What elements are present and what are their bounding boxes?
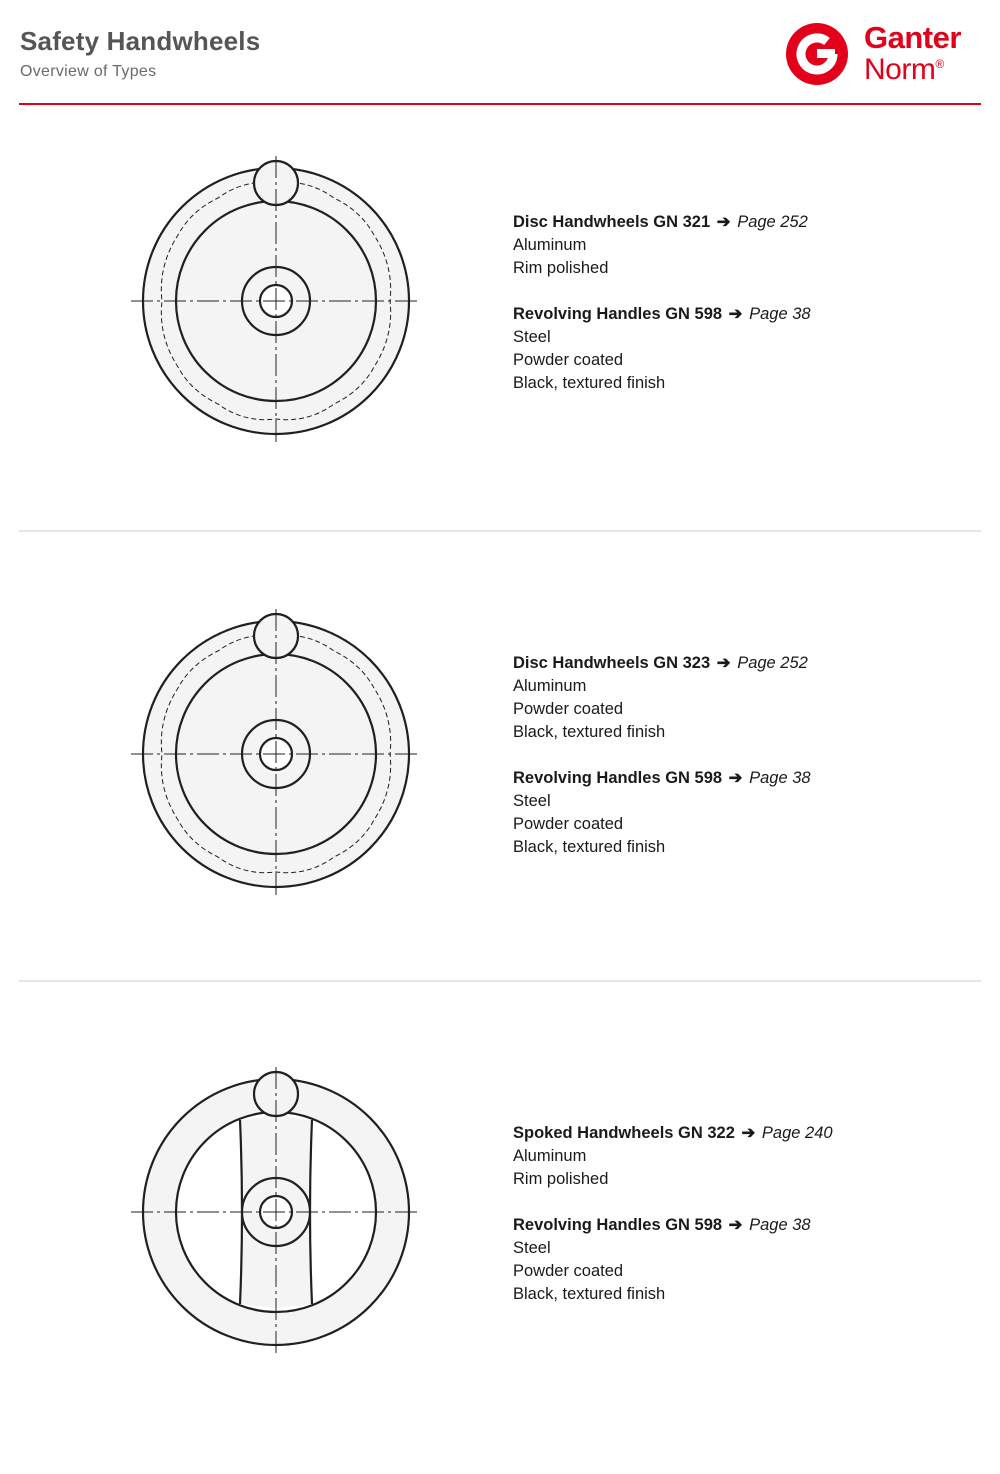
handwheel-drawing-svg: [130, 608, 422, 900]
disc-handwheel-gn-321-drawing: [130, 155, 422, 447]
product-detail: Steel: [513, 1239, 551, 1257]
arrow-right-icon: ➔: [716, 654, 731, 672]
page-header: [0, 0, 1000, 110]
handwheel-drawing-svg: [130, 155, 422, 447]
product-detail: Powder coated: [513, 700, 624, 718]
spoked-handwheel-gn-322-drawing: [130, 1066, 422, 1358]
product-text-3: [513, 1122, 833, 1306]
product-detail: Black, textured finish: [513, 723, 666, 741]
page-reference-link[interactable]: Page 252: [737, 654, 808, 672]
registered-mark: ®: [935, 57, 944, 71]
product-heading[interactable]: [513, 767, 811, 790]
product-detail: Black, textured finish: [513, 838, 666, 856]
ganter-norm-logo[interactable]: [785, 22, 985, 86]
arrow-right-icon: ➔: [728, 769, 743, 787]
product-heading[interactable]: [513, 211, 811, 234]
product-group: [513, 1214, 833, 1306]
product-name: Disc Handwheels GN 323: [513, 654, 711, 672]
product-name: Disc Handwheels GN 321: [513, 213, 711, 231]
product-detail: Aluminum: [513, 1147, 587, 1165]
arrow-right-icon: ➔: [728, 1216, 743, 1234]
product-text-2: [513, 652, 811, 859]
product-detail: Powder coated: [513, 1262, 624, 1280]
product-name: Revolving Handles GN 598: [513, 1216, 723, 1234]
product-detail: Aluminum: [513, 677, 587, 695]
product-detail: Powder coated: [513, 351, 624, 369]
logo-line-1: Ganter: [864, 20, 961, 55]
product-detail: Powder coated: [513, 815, 624, 833]
disc-handwheel-gn-323-drawing: [130, 608, 422, 900]
header-rule: [19, 103, 981, 105]
product-detail: Black, textured finish: [513, 374, 666, 392]
product-group: [513, 1122, 833, 1191]
product-detail: Steel: [513, 328, 551, 346]
product-group: [513, 767, 811, 859]
product-heading[interactable]: [513, 1214, 833, 1237]
product-detail: Steel: [513, 792, 551, 810]
product-name: Revolving Handles GN 598: [513, 769, 723, 787]
logo-wordmark: [864, 20, 961, 86]
page-reference-link[interactable]: Page 240: [761, 1124, 833, 1142]
product-heading[interactable]: [513, 652, 811, 675]
product-text-1: [513, 211, 811, 395]
product-name: Spoked Handwheels GN 322: [513, 1124, 735, 1142]
ganter-logo-icon: [785, 22, 849, 86]
handwheel-drawing-svg: [130, 1066, 422, 1358]
page-title: Safety Handwheels: [20, 26, 261, 56]
product-heading[interactable]: [513, 1122, 833, 1145]
product-detail: Aluminum: [513, 236, 587, 254]
section-divider: [19, 980, 981, 982]
product-detail: Rim polished: [513, 1170, 609, 1188]
product-group: [513, 652, 811, 744]
page-reference-link[interactable]: Page 38: [749, 305, 811, 323]
arrow-right-icon: ➔: [716, 213, 731, 231]
logo-line-2: [864, 51, 961, 86]
section-divider: [19, 530, 981, 532]
arrow-right-icon: ➔: [741, 1124, 756, 1142]
product-group: [513, 211, 811, 280]
product-group: [513, 303, 811, 395]
page-reference-link[interactable]: Page 38: [749, 1216, 811, 1234]
product-name: Revolving Handles GN 598: [513, 305, 723, 323]
page-subtitle: Overview of Types: [20, 63, 157, 80]
logo-line-2-text: Norm: [864, 53, 936, 86]
page-reference-link[interactable]: Page 252: [737, 213, 808, 231]
page-reference-link[interactable]: Page 38: [749, 769, 811, 787]
product-detail: Black, textured finish: [513, 1285, 666, 1303]
arrow-right-icon: ➔: [728, 305, 743, 323]
product-heading[interactable]: [513, 303, 811, 326]
product-detail: Rim polished: [513, 259, 609, 277]
